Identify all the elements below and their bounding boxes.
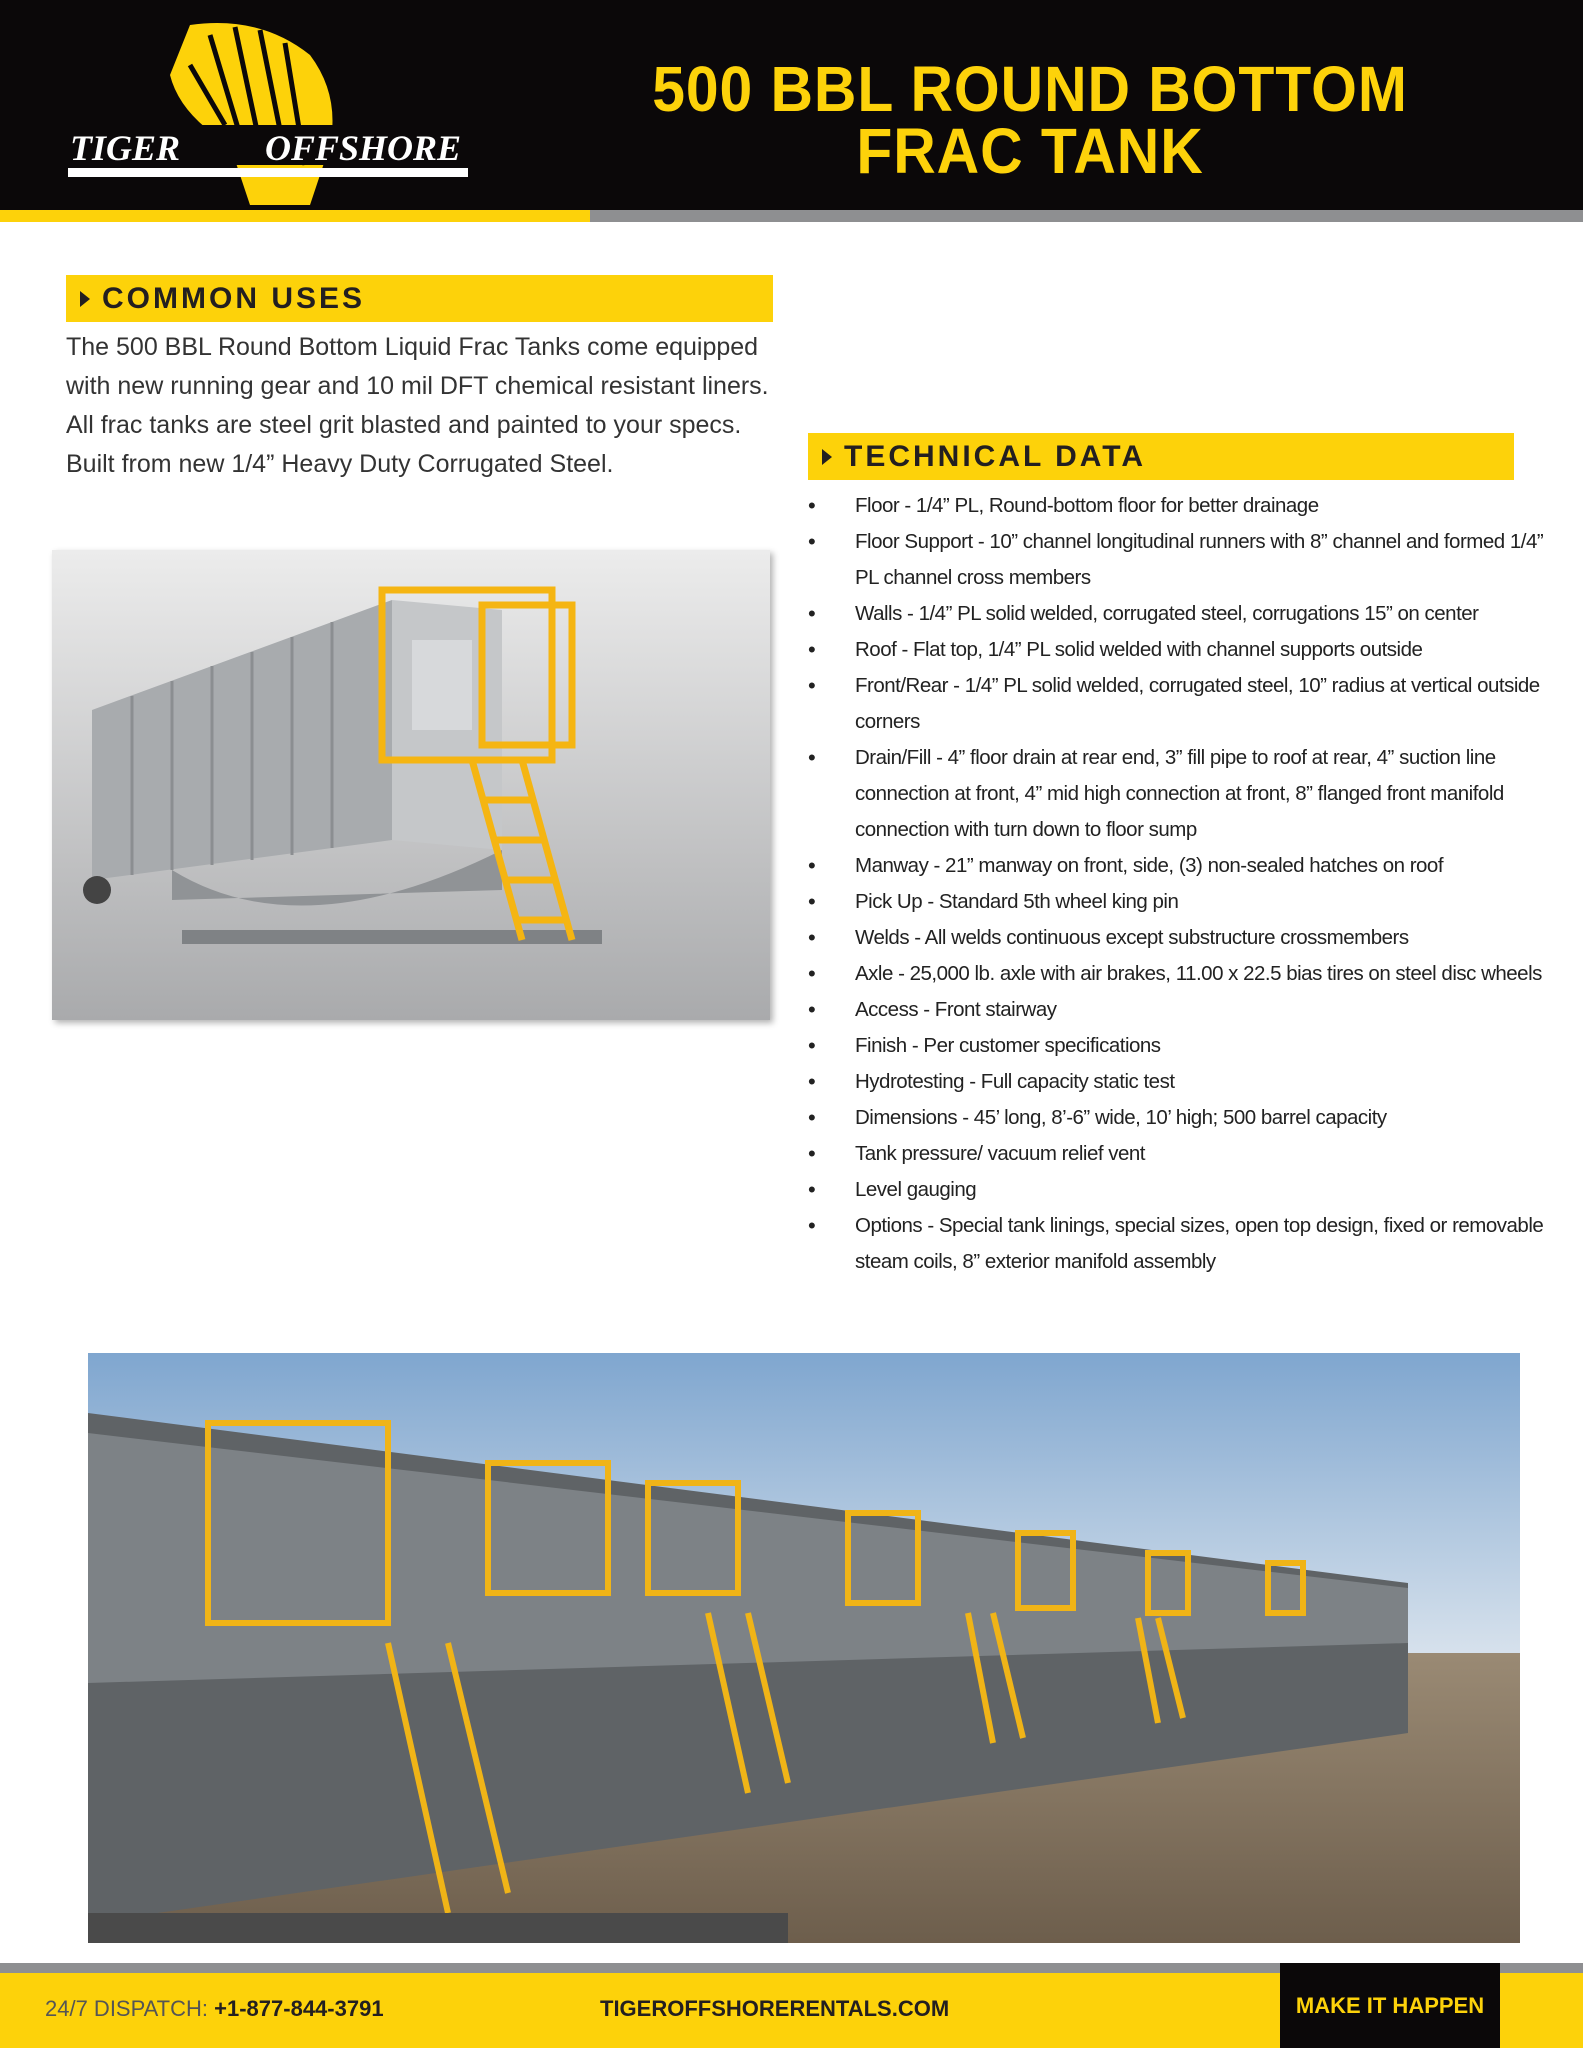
tiger-offshore-logo [60, 15, 480, 205]
title-line-1: 500 BBL ROUND BOTTOM [652, 53, 1408, 125]
list-item: • Hydrotesting - Full capacity static test [808, 1064, 1568, 1100]
list-item: • Welds - All welds continuous except substructure crossmembers [808, 920, 1568, 956]
dispatch-info [45, 1996, 384, 2022]
list-item: • Front/Rear - 1/4” PL solid welded, corrugated steel, 10” radius at vertical outside corners [808, 668, 1568, 740]
page-title [634, 53, 1425, 187]
list-item: • Floor - 1/4” PL, Round-bottom floor for better drainage [808, 488, 1568, 524]
frac-tank-fleet-photo [88, 1353, 1520, 1943]
list-item: • Level gauging [808, 1172, 1568, 1208]
list-item: • Dimensions - 45’ long, 8’-6” wide, 10’ high; 500 barrel capacity [808, 1100, 1568, 1136]
list-item: • Axle - 25,000 lb. axle with air brakes, 11.00 x 22.5 bias tires on steel disc wheels [808, 956, 1568, 992]
header-stripe-yellow [0, 210, 590, 222]
slogan-badge: MAKE IT HAPPEN [1280, 1963, 1500, 2048]
header-stripe-gray [590, 210, 1583, 222]
list-item: • Access - Front stairway [808, 992, 1568, 1028]
list-item: • Manway - 21” manway on front, side, (3) non-sealed hatches on roof [808, 848, 1568, 884]
common-uses-text: The 500 BBL Round Bottom Liquid Frac Tanks come equipped with new running gear and 10 mil DFT chemical resistant liners. All frac tanks are steel grit blasted and painted to your specs. Built from new 1/4” Heavy Duty Corrugated Steel. [66, 333, 769, 478]
dispatch-label: 24/7 DISPATCH: [45, 1996, 209, 2021]
svg-text:TIGER: TIGER [70, 128, 181, 168]
list-item: • Drain/Fill - 4” floor drain at rear end, 3” fill pipe to roof at rear, 4” suction line connection at front, 4” mid high connection at front, 8” flanged front manifold connection with turn down to floor sump [808, 740, 1568, 848]
list-item: • Roof - Flat top, 1/4” PL solid welded with channel supports outside [808, 632, 1568, 668]
arrow-right-icon [80, 291, 90, 307]
arrow-right-icon [822, 449, 832, 465]
list-item: • Tank pressure/ vacuum relief vent [808, 1136, 1568, 1172]
title-line-2: FRAC TANK [856, 115, 1204, 187]
dispatch-phone[interactable]: +1-877-844-3791 [214, 1996, 384, 2021]
list-item: • Options - Special tank linings, special sizes, open top design, fixed or removable steam coils, 8” exterior manifold assembly [808, 1208, 1568, 1280]
technical-data-title: TECHNICAL DATA [844, 439, 1146, 473]
technical-data-heading [808, 433, 1514, 480]
list-item: • Walls - 1/4” PL solid welded, corrugated steel, corrugations 15” on center [808, 596, 1568, 632]
website-link[interactable]: TIGEROFFSHORERENTALS.COM [600, 1996, 950, 2021]
list-item: • Finish - Per customer specifications [808, 1028, 1568, 1064]
svg-text:OFFSHORE: OFFSHORE [265, 128, 462, 168]
list-item: • Floor Support - 10” channel longitudinal runners with 8” channel and formed 1/4” PL channel cross members [808, 524, 1568, 596]
frac-tank-product-image [52, 550, 770, 1020]
technical-data-list [808, 488, 1568, 1280]
list-item: • Pick Up - Standard 5th wheel king pin [808, 884, 1568, 920]
header [0, 0, 1583, 210]
common-uses-title: COMMON USES [102, 281, 366, 315]
common-uses-heading [66, 275, 773, 322]
